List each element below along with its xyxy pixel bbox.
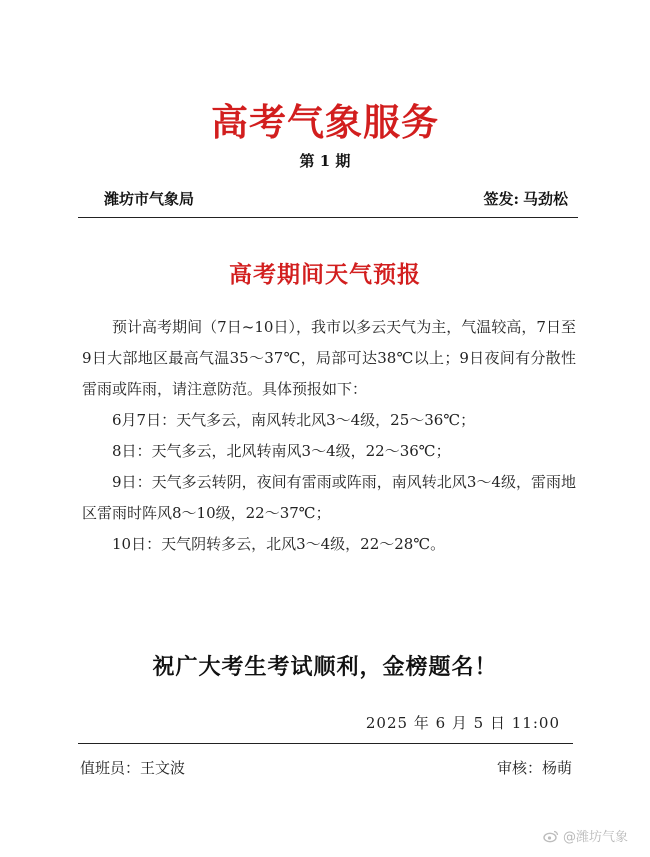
issue-timestamp: 2025 年 6 月 5 日 11:00	[365, 714, 560, 732]
forecast-summary: 预计高考期间（7日~10日），我市以多云天气为主，气温较高，7日至9日大部地区最高气温35～37℃，局部可达38℃以上；9日夜间有分散性雷雨或阵雨，请注意防范。具体预报如下：	[82, 318, 576, 398]
weibo-watermark	[543, 826, 628, 845]
issuer-name: 潍坊市气象局	[104, 190, 195, 208]
reviewer	[497, 757, 572, 778]
duty-label: 值班员：	[80, 759, 141, 777]
signer-label: 签发:	[483, 190, 519, 208]
duty-name: 王文波	[140, 759, 186, 777]
forecast-title: 高考期间天气预报	[229, 261, 421, 288]
header-divider	[78, 217, 578, 218]
signer	[483, 188, 568, 209]
weibo-icon	[543, 829, 559, 843]
signer-name: 马劲松	[522, 190, 568, 208]
forecast-day-8: 8日：天气多云，北风转南风3～4级，22～36℃；	[112, 442, 451, 460]
footer-divider	[78, 743, 573, 744]
reviewer-name: 杨萌	[541, 759, 572, 777]
reviewer-label: 审核：	[496, 759, 542, 777]
blessing-slogan: 祝广大考生考试顺利，金榜题名！	[152, 654, 498, 680]
watermark-text: @潍坊气象	[562, 830, 628, 845]
duty-officer	[80, 757, 185, 778]
forecast-day-10: 10日：天气阴转多云，北风3～4级，22～28℃。	[112, 535, 446, 553]
forecast-day-9: 9日：天气多云转阴，夜间有雷雨或阵雨，南风转北风3～4级，雷雨地区雷雨时阵风8～10级，22～37℃；	[82, 473, 576, 522]
issue-number: 第 1 期	[299, 152, 351, 170]
forecast-day-7: 6月7日：天气多云，南风转北风3～4级，25～36℃；	[112, 411, 476, 429]
document-title: 高考气象服务	[211, 100, 439, 144]
forecast-body	[82, 312, 576, 560]
